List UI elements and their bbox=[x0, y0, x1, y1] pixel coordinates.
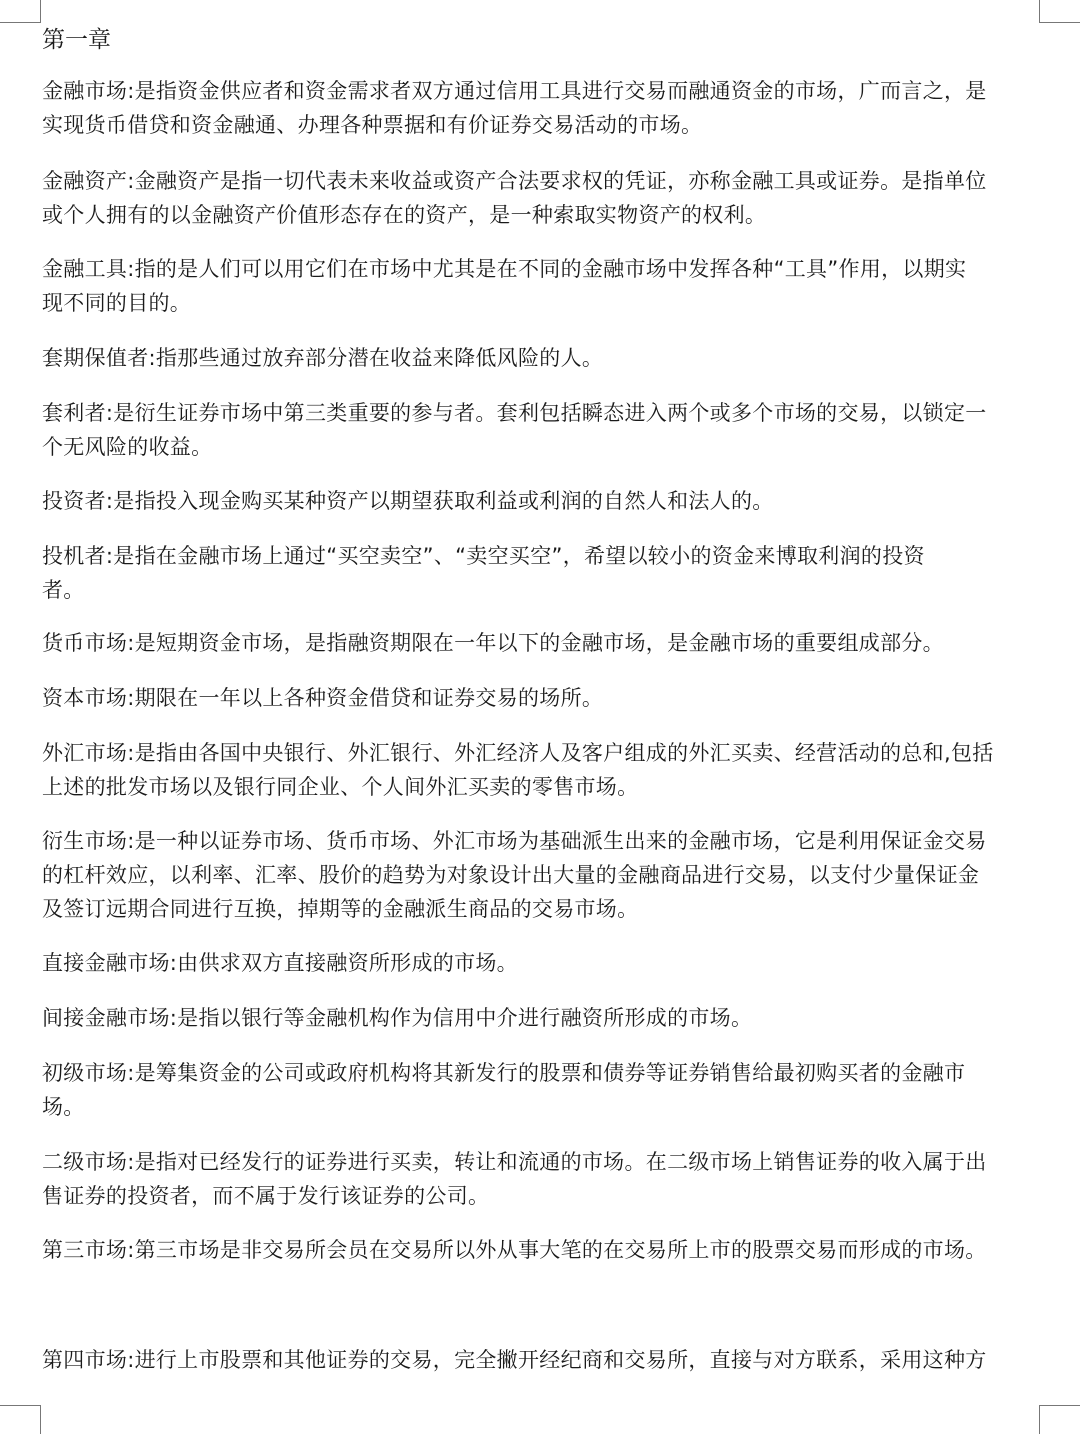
paragraph-line: 衍生市场:是一种以证券市场、货币市场、外汇市场为基础派生出来的金融市场，它是利用保证金交易 bbox=[42, 829, 987, 853]
paragraph-line: 及签订远期合同进行互换，掉期等的金融派生商品的交易市场。 bbox=[42, 897, 639, 921]
paragraph-third-market bbox=[42, 1233, 1042, 1267]
paragraph-line: 的杠杆效应，以利率、汇率、股价的趋势为对象设计出大量的金融商品进行交易，以支付少量保证金 bbox=[42, 863, 980, 887]
paragraph-line: 投资者:是指投入现金购买某种资产以期望获取利益或利润的自然人和法人的。 bbox=[42, 489, 774, 513]
paragraph-line: 场。 bbox=[42, 1095, 85, 1119]
paragraph-line: 第四市场:进行上市股票和其他证券的交易，完全撇开经纪商和交易所，直接与对方联系，采用这种方 bbox=[42, 1348, 987, 1372]
paragraph-hedgers bbox=[42, 341, 1042, 375]
paragraph-speculators bbox=[42, 539, 1042, 607]
paragraph-line: 售证券的投资者，而不属于发行该证券的公司。 bbox=[42, 1184, 490, 1208]
paragraph-line: 套利者:是衍生证券市场中第三类重要的参与者。套利包括瞬态进入两个或多个市场的交易，以锁定一 bbox=[42, 401, 987, 425]
paragraph-money-market bbox=[42, 626, 1042, 660]
paragraph-line: 初级市场:是筹集资金的公司或政府机构将其新发行的股票和债券等证券销售给最初购买者的金融市 bbox=[42, 1061, 966, 1085]
paragraph-line: 个无风险的收益。 bbox=[42, 435, 213, 459]
paragraph-line: 外汇市场:是指由各国中央银行、外汇银行、外汇经济人及客户组成的外汇买卖、经营活动的总和,包括 bbox=[42, 741, 994, 765]
paragraph-line: 实现货币借贷和资金融通、办理各种票据和有价证券交易活动的市场。 bbox=[42, 113, 703, 137]
crop-mark-bottom-right bbox=[1039, 1405, 1080, 1434]
paragraph-line: 资本市场:期限在一年以上各种资金借贷和证券交易的场所。 bbox=[42, 686, 604, 710]
paragraph-line: 货币市场:是短期资金市场，是指融资期限在一年以下的金融市场，是金融市场的重要组成部分。 bbox=[42, 631, 944, 655]
crop-mark-top-right bbox=[1039, 0, 1080, 23]
paragraph-line: 间接金融市场:是指以银行等金融机构作为信用中介进行融资所形成的市场。 bbox=[42, 1006, 753, 1030]
paragraph-investors bbox=[42, 484, 1042, 518]
paragraph-line: 投机者:是指在金融市场上通过“买空卖空”、“卖空买空”，希望以较小的资金来博取利润的投资 bbox=[42, 544, 925, 568]
paragraph-line: 第三市场:第三市场是非交易所会员在交易所以外从事大笔的在交易所上市的股票交易而形成的市场。 bbox=[42, 1238, 987, 1262]
paragraph-line: 金融工具:指的是人们可以用它们在市场中尤其是在不同的金融市场中发挥各种“工具”作用，以期实 bbox=[42, 257, 967, 281]
paragraph-line: 上述的批发市场以及银行同企业、个人间外汇买卖的零售市场。 bbox=[42, 775, 639, 799]
paragraph-line: 二级市场:是指对已经发行的证券进行买卖，转让和流通的市场。在二级市场上销售证券的收入属于出 bbox=[42, 1150, 987, 1174]
paragraph-financial-assets bbox=[42, 164, 1042, 232]
paragraph-financial-instruments bbox=[42, 252, 1042, 320]
paragraph-forex-market bbox=[42, 736, 1042, 804]
chapter-title: 第一章 bbox=[42, 27, 111, 53]
paragraph-line: 金融资产:金融资产是指一切代表未来收益或资产合法要求权的凭证，亦称金融工具或证券。是指单位 bbox=[42, 169, 987, 193]
paragraph-secondary-market bbox=[42, 1145, 1042, 1213]
paragraph-line: 直接金融市场:由供求双方直接融资所形成的市场。 bbox=[42, 951, 518, 975]
paragraph-line: 金融市场:是指资金供应者和资金需求者双方通过信用工具进行交易而融通资金的市场，广而言之，是 bbox=[42, 79, 987, 103]
paragraph-indirect-finance-market bbox=[42, 1001, 1042, 1035]
crop-mark-bottom-left bbox=[0, 1405, 41, 1434]
paragraph-derivatives-market bbox=[42, 824, 1042, 926]
paragraph-primary-market bbox=[42, 1056, 1042, 1124]
paragraph-financial-market bbox=[42, 74, 1042, 142]
paragraph-line: 或个人拥有的以金融资产价值形态存在的资产，是一种索取实物资产的权利。 bbox=[42, 203, 767, 227]
paragraph-fourth-market bbox=[42, 1343, 1042, 1377]
crop-mark-top-left bbox=[0, 0, 41, 23]
paragraph-line: 现不同的目的。 bbox=[42, 291, 192, 315]
paragraph-capital-market bbox=[42, 681, 1042, 715]
paragraph-line: 者。 bbox=[42, 578, 85, 602]
paragraph-direct-finance-market bbox=[42, 946, 1042, 980]
paragraph-arbitrageurs bbox=[42, 396, 1042, 464]
paragraph-line: 套期保值者:指那些通过放弃部分潜在收益来降低风险的人。 bbox=[42, 346, 604, 370]
